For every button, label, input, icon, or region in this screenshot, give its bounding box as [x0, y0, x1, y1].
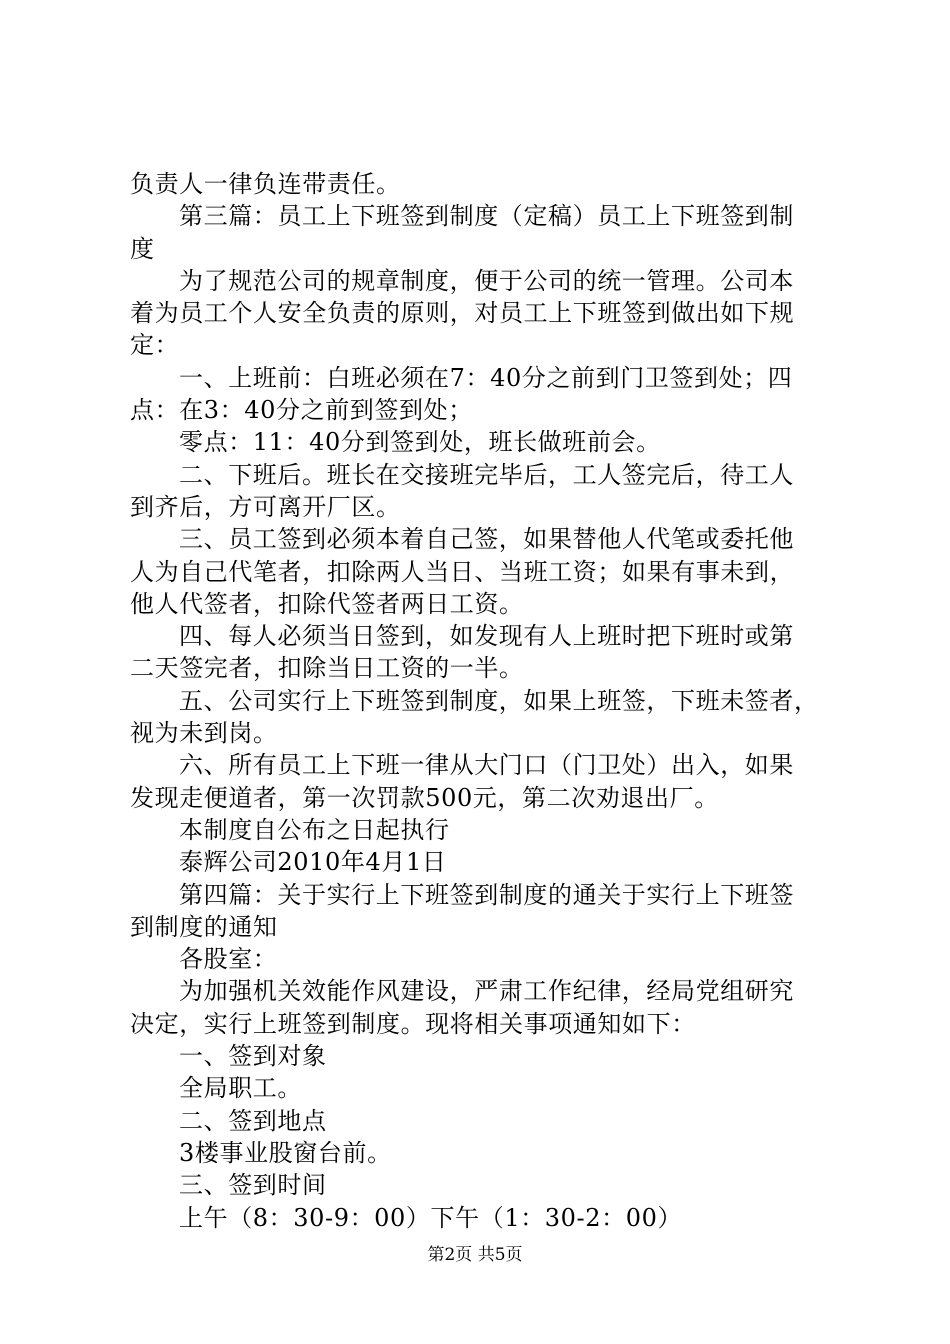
text-line: 到齐后，方可离开厂区。 — [130, 492, 401, 521]
text-line: 一、签到对象 — [179, 1042, 327, 1071]
text-line: 泰辉公司2010年4月1日 — [179, 848, 447, 877]
text-line: 全局职工。 — [179, 1074, 302, 1103]
text-line: 二、下班后。班长在交接班完毕后，工人签完后，待工人 — [179, 460, 794, 489]
text-line: 各股室： — [179, 945, 278, 974]
text-line: 一、上班前：白班必须在7：40分之前到门卫签到处；四 — [179, 363, 793, 392]
text-line: 到制度的通知 — [130, 912, 278, 941]
text-line: 他人代签者，扣除代签者两日工资。 — [130, 589, 524, 618]
text-line: 第三篇：员工上下班签到制度（定稿）员工上下班签到制 — [179, 202, 794, 231]
page-footer: 第2页 共5页 — [427, 1245, 523, 1265]
text-line: 本制度自公布之日起执行 — [179, 815, 450, 844]
text-line: 定： — [130, 331, 180, 360]
text-line: 零点：11：40分到签到处，班长做班前会。 — [179, 428, 661, 457]
text-line: 五、公司实行上下班签到制度，如果上班签，下班未签者， — [179, 686, 819, 715]
text-line: 三、签到时间 — [179, 1171, 327, 1200]
text-line: 视为未到岗。 — [130, 719, 278, 748]
text-line: 人为自己代笔者，扣除两人当日、当班工资；如果有事未到， — [130, 557, 795, 586]
text-line: 为加强机关效能作风建设，严肃工作纪律，经局党组研究 — [179, 977, 794, 1006]
text-line: 四、每人必须当日签到，如发现有人上班时把下班时或第 — [179, 622, 794, 651]
document-body — [130, 168, 830, 1234]
text-line: 三、员工签到必须本着自己签，如果替他人代笔或委托他 — [179, 525, 794, 554]
text-line: 决定，实行上班签到制度。现将相关事项通知如下： — [130, 1009, 696, 1038]
text-line: 第四篇：关于实行上下班签到制度的通关于实行上下班签 — [179, 880, 794, 909]
text-line: 六、所有员工上下班一律从大门口（门卫处）出入，如果 — [179, 751, 794, 780]
text-line: 上午（8：30-9：00）下午（1：30-2：00） — [179, 1203, 683, 1232]
text-line: 点：在3：40分之前到签到处； — [130, 396, 473, 425]
text-line: 着为员工个人安全负责的原则，对员工上下班签到做出如下规 — [130, 299, 795, 328]
text-line: 为了规范公司的规章制度，便于公司的统一管理。公司本 — [179, 266, 794, 295]
text-line: 3楼事业股窗台前。 — [179, 1138, 392, 1167]
text-line: 二、签到地点 — [179, 1106, 327, 1135]
text-line: 发现走便道者，第一次罚款500元，第二次劝退出厂。 — [130, 783, 719, 812]
text-line: 度 — [130, 234, 155, 263]
text-line: 负责人一律负连带责任。 — [130, 170, 401, 198]
text-line: 二天签完者，扣除当日工资的一半。 — [130, 654, 524, 683]
